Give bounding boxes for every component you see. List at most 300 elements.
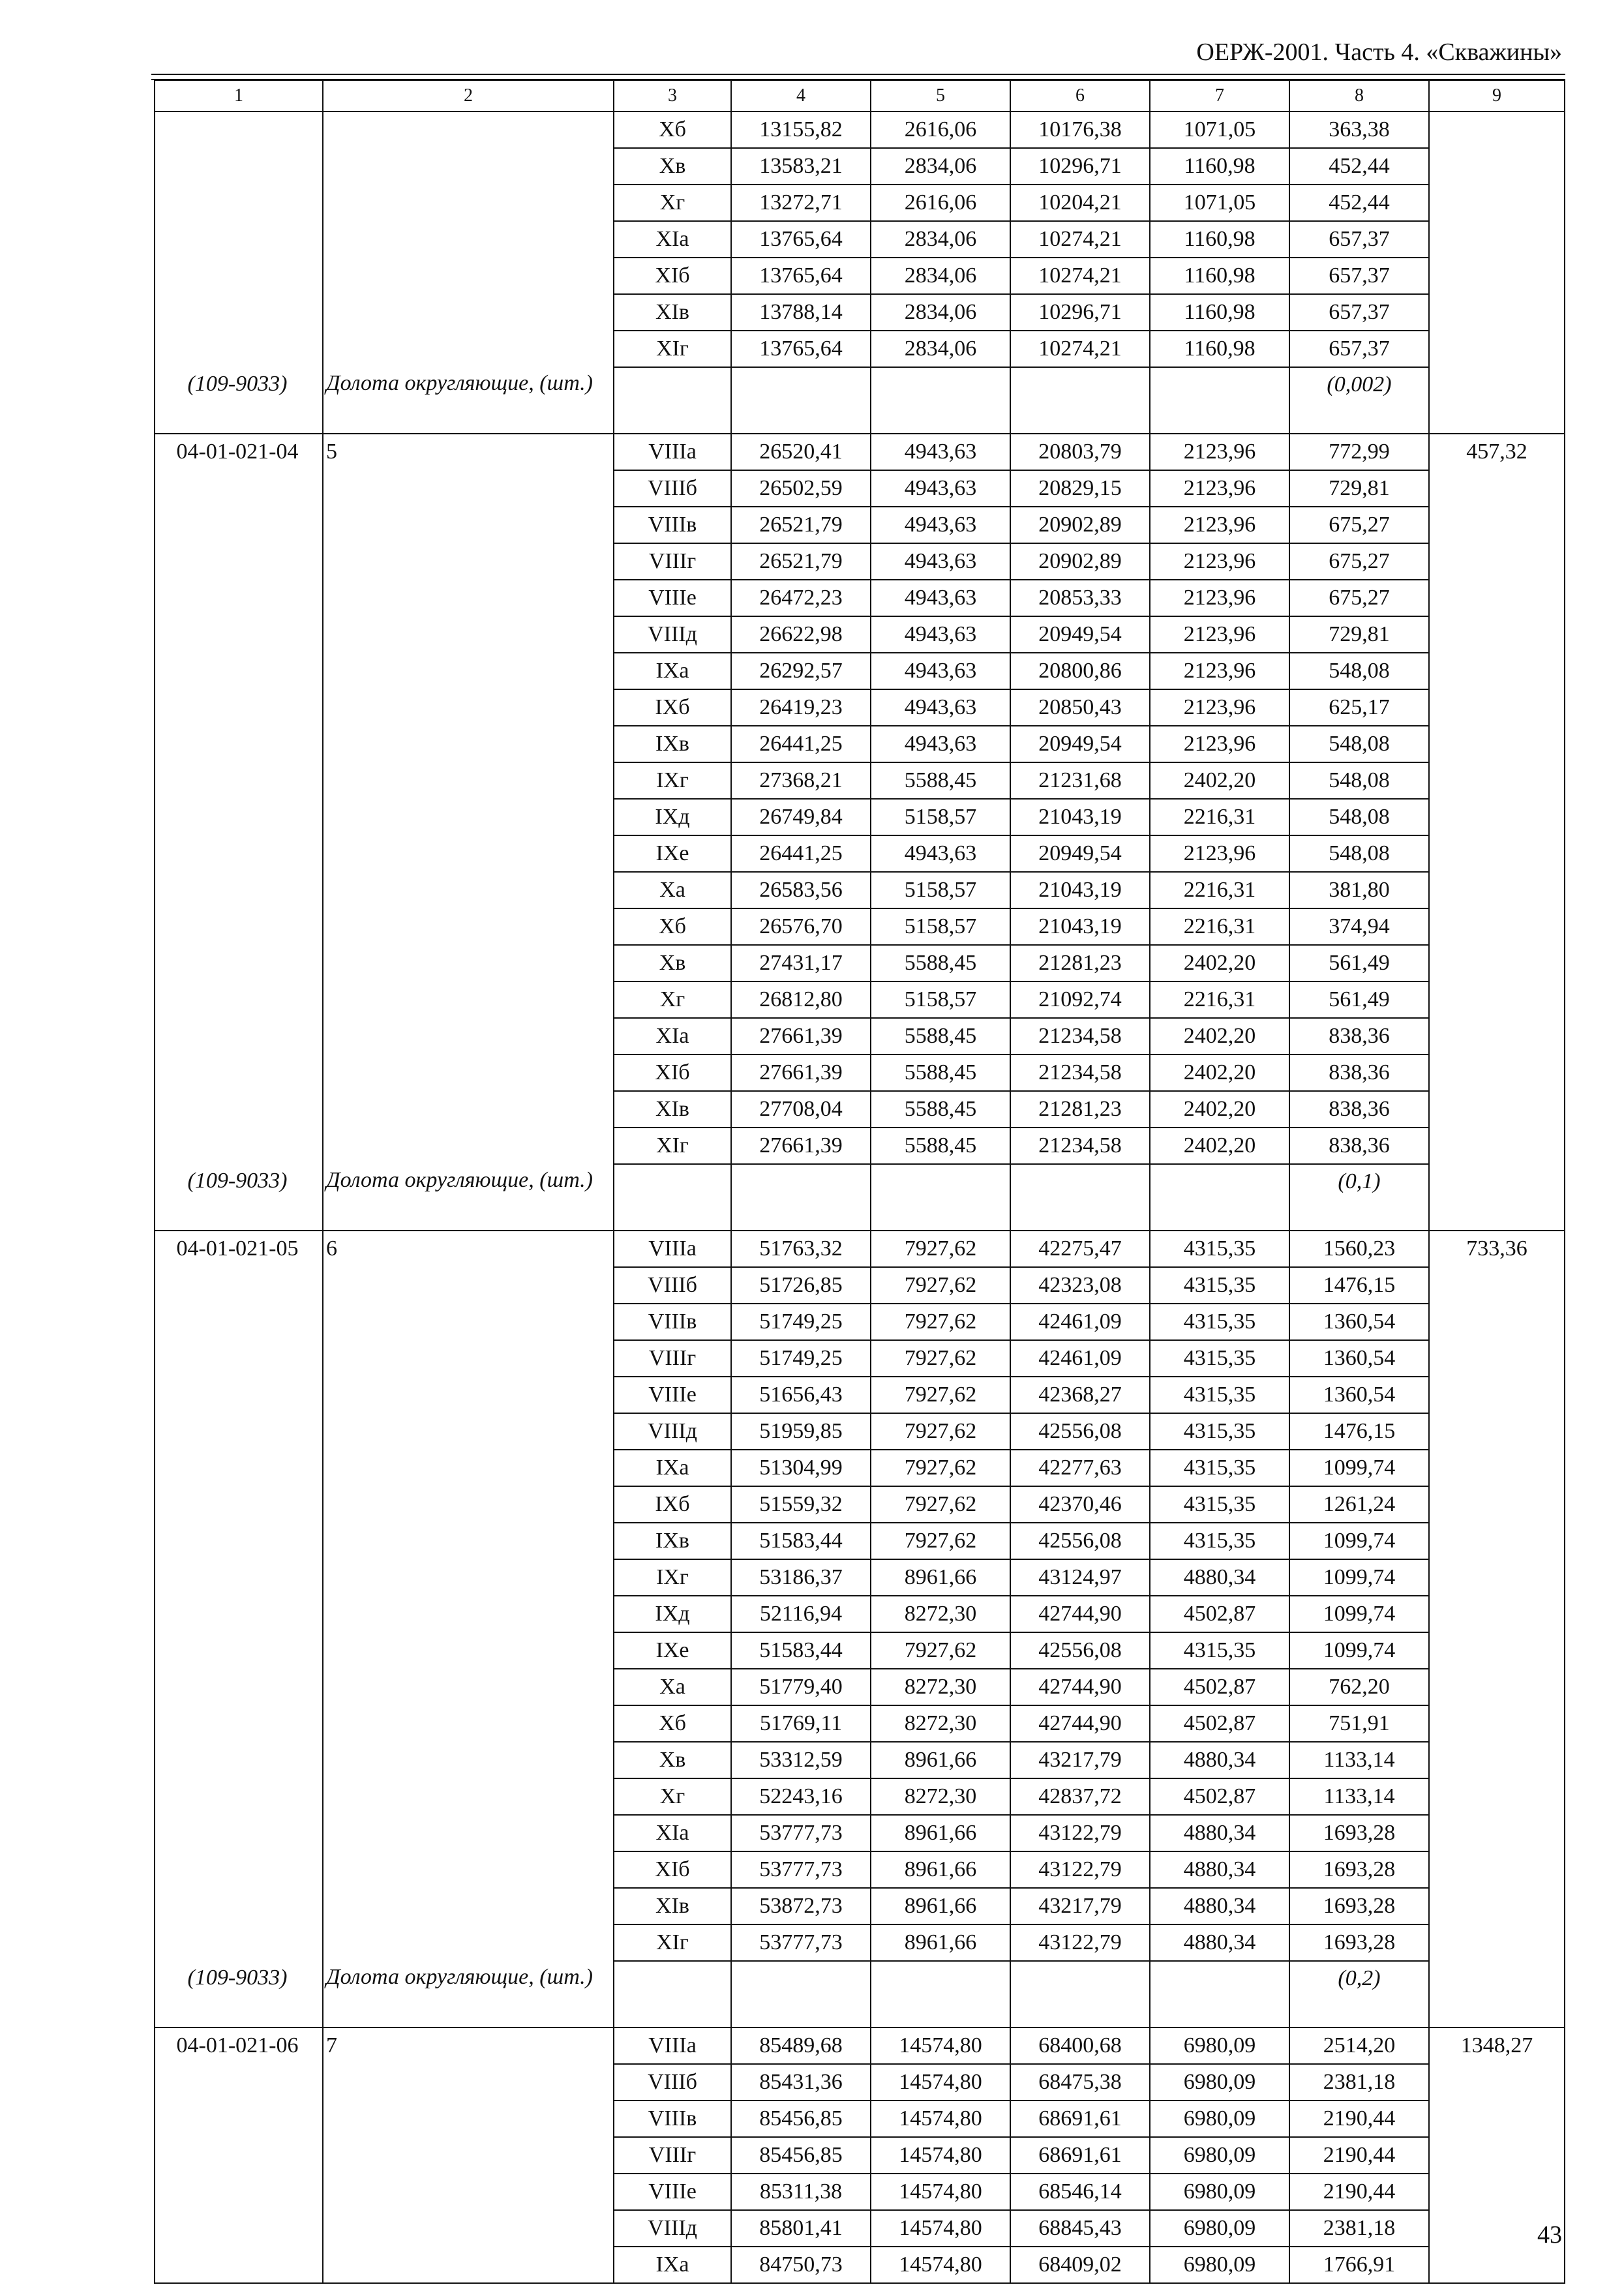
cell-col-8: 1560,23 bbox=[1289, 1231, 1429, 1267]
row-name bbox=[323, 762, 614, 799]
material-item-row bbox=[155, 1164, 1565, 1231]
cell-col-6: 42461,09 bbox=[1010, 1304, 1150, 1340]
cell-col-5: 2834,06 bbox=[871, 221, 1010, 258]
cell-col-8: 1099,74 bbox=[1289, 1450, 1429, 1486]
empty-cell bbox=[614, 1164, 731, 1231]
cell-col-8: 1476,15 bbox=[1289, 1267, 1429, 1304]
cell-col-3: XIа bbox=[614, 221, 731, 258]
cell-col-4: 26441,25 bbox=[731, 835, 871, 872]
row-col9 bbox=[1429, 1304, 1565, 1340]
row-code bbox=[155, 908, 323, 945]
cell-col-8: 657,37 bbox=[1289, 294, 1429, 331]
row-col9 bbox=[1429, 1128, 1565, 1164]
cell-col-3: IXв bbox=[614, 726, 731, 762]
row-col9 bbox=[1429, 945, 1565, 981]
cell-col-3: IXд bbox=[614, 1596, 731, 1632]
row-name bbox=[323, 981, 614, 1018]
column-number: 5 bbox=[871, 80, 1010, 112]
row-name bbox=[323, 2101, 614, 2137]
row-code bbox=[155, 1815, 323, 1851]
cell-col-4: 13583,21 bbox=[731, 148, 871, 185]
row-code bbox=[155, 1669, 323, 1705]
cell-col-7: 1071,05 bbox=[1150, 185, 1289, 221]
table-row bbox=[155, 2064, 1565, 2101]
row-code bbox=[155, 799, 323, 835]
cell-col-4: 84750,73 bbox=[731, 2247, 871, 2283]
cell-col-6: 42744,90 bbox=[1010, 1669, 1150, 1705]
row-col9 bbox=[1429, 1340, 1565, 1377]
table-row bbox=[155, 616, 1565, 653]
row-col9 bbox=[1429, 1815, 1565, 1851]
cell-col-4: 26583,56 bbox=[731, 872, 871, 908]
row-name bbox=[323, 2247, 614, 2283]
row-col9 bbox=[1429, 1596, 1565, 1632]
cell-col-6: 42275,47 bbox=[1010, 1231, 1150, 1267]
cell-col-4: 26441,25 bbox=[731, 726, 871, 762]
cell-col-5: 7927,62 bbox=[871, 1340, 1010, 1377]
cell-col-7: 4315,35 bbox=[1150, 1523, 1289, 1559]
cell-col-6: 21231,68 bbox=[1010, 762, 1150, 799]
cell-col-4: 85311,38 bbox=[731, 2174, 871, 2210]
cell-col-4: 13765,64 bbox=[731, 331, 871, 367]
cell-col-8: 838,36 bbox=[1289, 1018, 1429, 1055]
row-name bbox=[323, 1705, 614, 1742]
cell-col-4: 85489,68 bbox=[731, 2027, 871, 2064]
cell-col-5: 4943,63 bbox=[871, 580, 1010, 616]
table-row bbox=[155, 1815, 1565, 1851]
table-row bbox=[155, 1778, 1565, 1815]
table-row bbox=[155, 148, 1565, 185]
cell-col-5: 5588,45 bbox=[871, 1055, 1010, 1091]
cell-col-3: XIг bbox=[614, 1924, 731, 1961]
cell-col-3: VIIIб bbox=[614, 1267, 731, 1304]
cell-col-5: 2616,06 bbox=[871, 185, 1010, 221]
cell-col-5: 8272,30 bbox=[871, 1778, 1010, 1815]
cell-col-7: 2123,96 bbox=[1150, 616, 1289, 653]
cell-col-6: 42370,46 bbox=[1010, 1486, 1150, 1523]
cell-col-4: 26622,98 bbox=[731, 616, 871, 653]
table-row bbox=[155, 945, 1565, 981]
row-col9 bbox=[1429, 1851, 1565, 1888]
row-col9 bbox=[1429, 1164, 1565, 1231]
cell-col-5: 8961,66 bbox=[871, 1851, 1010, 1888]
row-col9 bbox=[1429, 2064, 1565, 2101]
row-col9 bbox=[1429, 1559, 1565, 1596]
cell-col-6: 20949,54 bbox=[1010, 726, 1150, 762]
cell-col-5: 2834,06 bbox=[871, 294, 1010, 331]
cell-col-4: 13765,64 bbox=[731, 221, 871, 258]
cell-col-5: 4943,63 bbox=[871, 653, 1010, 689]
table-row bbox=[155, 1231, 1565, 1267]
row-name bbox=[323, 1128, 614, 1164]
table-row bbox=[155, 294, 1565, 331]
material-item-row bbox=[155, 1961, 1565, 2027]
row-code bbox=[155, 1742, 323, 1778]
cell-col-3: VIIIд bbox=[614, 2210, 731, 2247]
cell-col-4: 26521,79 bbox=[731, 543, 871, 580]
cell-col-3: IXб bbox=[614, 689, 731, 726]
empty-cell bbox=[1150, 367, 1289, 434]
table-row bbox=[155, 1596, 1565, 1632]
cell-col-3: VIIIг bbox=[614, 1340, 731, 1377]
cell-col-8: 729,81 bbox=[1289, 616, 1429, 653]
cell-col-6: 68475,38 bbox=[1010, 2064, 1150, 2101]
cell-col-3: VIIIе bbox=[614, 1377, 731, 1413]
cell-col-8: 2190,44 bbox=[1289, 2174, 1429, 2210]
row-code bbox=[155, 2137, 323, 2174]
cell-col-7: 4880,34 bbox=[1150, 1888, 1289, 1924]
cell-col-6: 68546,14 bbox=[1010, 2174, 1150, 2210]
cell-col-6: 21281,23 bbox=[1010, 1091, 1150, 1128]
row-col9 bbox=[1429, 1091, 1565, 1128]
cell-col-8: 675,27 bbox=[1289, 580, 1429, 616]
row-code: 04-01-021-06 bbox=[155, 2027, 323, 2064]
row-col9 bbox=[1429, 1450, 1565, 1486]
cell-col-6: 43122,79 bbox=[1010, 1851, 1150, 1888]
table-row bbox=[155, 2210, 1565, 2247]
table-row bbox=[155, 908, 1565, 945]
row-code bbox=[155, 221, 323, 258]
table-row bbox=[155, 2137, 1565, 2174]
empty-cell bbox=[1010, 1164, 1150, 1231]
cell-col-3: VIIIв bbox=[614, 2101, 731, 2137]
cell-col-8: 675,27 bbox=[1289, 507, 1429, 543]
table-row bbox=[155, 689, 1565, 726]
cell-col-6: 43122,79 bbox=[1010, 1815, 1150, 1851]
table-row bbox=[155, 1523, 1565, 1559]
cell-col-4: 52243,16 bbox=[731, 1778, 871, 1815]
row-name bbox=[323, 1267, 614, 1304]
row-col9 bbox=[1429, 543, 1565, 580]
cell-col-6: 20803,79 bbox=[1010, 434, 1150, 470]
row-name bbox=[323, 543, 614, 580]
cell-col-5: 5588,45 bbox=[871, 1128, 1010, 1164]
cell-col-6: 20829,15 bbox=[1010, 470, 1150, 507]
cell-col-6: 10274,21 bbox=[1010, 221, 1150, 258]
column-number: 7 bbox=[1150, 80, 1289, 112]
row-col9 bbox=[1429, 1486, 1565, 1523]
row-col9 bbox=[1429, 1055, 1565, 1091]
row-code bbox=[155, 2101, 323, 2137]
row-col9 bbox=[1429, 653, 1565, 689]
cell-col-3: Xг bbox=[614, 981, 731, 1018]
cell-col-6: 10296,71 bbox=[1010, 294, 1150, 331]
cell-col-4: 26292,57 bbox=[731, 653, 871, 689]
cell-col-3: XIа bbox=[614, 1018, 731, 1055]
cell-col-5: 8961,66 bbox=[871, 1888, 1010, 1924]
row-code bbox=[155, 1018, 323, 1055]
empty-cell bbox=[614, 1961, 731, 2027]
cell-col-6: 20902,89 bbox=[1010, 507, 1150, 543]
cell-col-7: 2123,96 bbox=[1150, 653, 1289, 689]
cell-col-4: 27431,17 bbox=[731, 945, 871, 981]
cell-col-3: IXг bbox=[614, 762, 731, 799]
cell-col-5: 7927,62 bbox=[871, 1450, 1010, 1486]
cell-col-7: 1160,98 bbox=[1150, 258, 1289, 294]
row-code bbox=[155, 1340, 323, 1377]
cell-col-7: 4502,87 bbox=[1150, 1778, 1289, 1815]
row-col9 bbox=[1429, 872, 1565, 908]
cell-col-3: IXа bbox=[614, 2247, 731, 2283]
cell-col-5: 2834,06 bbox=[871, 258, 1010, 294]
cell-col-8: 452,44 bbox=[1289, 148, 1429, 185]
table-row bbox=[155, 653, 1565, 689]
cell-col-6: 21092,74 bbox=[1010, 981, 1150, 1018]
row-name bbox=[323, 148, 614, 185]
cell-col-8: 452,44 bbox=[1289, 185, 1429, 221]
cell-col-6: 10176,38 bbox=[1010, 112, 1150, 148]
cell-col-3: VIIIа bbox=[614, 2027, 731, 2064]
row-col9 bbox=[1429, 616, 1565, 653]
cell-col-7: 4315,35 bbox=[1150, 1413, 1289, 1450]
cell-col-6: 10274,21 bbox=[1010, 258, 1150, 294]
row-name bbox=[323, 835, 614, 872]
row-col9 bbox=[1429, 1377, 1565, 1413]
cell-col-3: Xб bbox=[614, 908, 731, 945]
row-name bbox=[323, 1924, 614, 1961]
cell-col-8: 2514,20 bbox=[1289, 2027, 1429, 2064]
cell-col-7: 4502,87 bbox=[1150, 1669, 1289, 1705]
cell-col-7: 4880,34 bbox=[1150, 1924, 1289, 1961]
row-code bbox=[155, 1632, 323, 1669]
table-row bbox=[155, 543, 1565, 580]
cell-col-7: 4315,35 bbox=[1150, 1377, 1289, 1413]
cell-col-6: 43217,79 bbox=[1010, 1888, 1150, 1924]
page-number: 43 bbox=[1537, 2221, 1562, 2249]
row-name bbox=[323, 185, 614, 221]
column-number: 2 bbox=[323, 80, 614, 112]
cell-col-8: 657,37 bbox=[1289, 258, 1429, 294]
column-number: 1 bbox=[155, 80, 323, 112]
row-name bbox=[323, 294, 614, 331]
cell-col-7: 2402,20 bbox=[1150, 1055, 1289, 1091]
cell-col-8: 548,08 bbox=[1289, 762, 1429, 799]
cell-col-6: 43217,79 bbox=[1010, 1742, 1150, 1778]
cell-col-8: 561,49 bbox=[1289, 981, 1429, 1018]
table-row bbox=[155, 507, 1565, 543]
material-code: (109-9033) bbox=[155, 1164, 323, 1231]
cell-col-6: 42277,63 bbox=[1010, 1450, 1150, 1486]
cell-col-3: XIб bbox=[614, 1851, 731, 1888]
table-row bbox=[155, 1888, 1565, 1924]
cell-col-6: 20850,43 bbox=[1010, 689, 1150, 726]
row-col9 bbox=[1429, 1961, 1565, 2027]
row-code bbox=[155, 1523, 323, 1559]
row-name bbox=[323, 799, 614, 835]
cell-col-4: 26812,80 bbox=[731, 981, 871, 1018]
row-col9 bbox=[1429, 294, 1565, 331]
cell-col-4: 51749,25 bbox=[731, 1340, 871, 1377]
table-row bbox=[155, 1304, 1565, 1340]
row-name bbox=[323, 1888, 614, 1924]
cell-col-6: 20902,89 bbox=[1010, 543, 1150, 580]
material-quantity: (0,1) bbox=[1289, 1164, 1429, 1231]
cell-col-8: 729,81 bbox=[1289, 470, 1429, 507]
column-number: 3 bbox=[614, 80, 731, 112]
cell-col-7: 1160,98 bbox=[1150, 331, 1289, 367]
cell-col-5: 2834,06 bbox=[871, 148, 1010, 185]
row-col9 bbox=[1429, 112, 1565, 148]
row-code bbox=[155, 653, 323, 689]
row-code bbox=[155, 2064, 323, 2101]
row-col9 bbox=[1429, 726, 1565, 762]
cell-col-7: 2123,96 bbox=[1150, 507, 1289, 543]
table-row bbox=[155, 872, 1565, 908]
table-row bbox=[155, 221, 1565, 258]
table-row bbox=[155, 1413, 1565, 1450]
cell-col-5: 4943,63 bbox=[871, 689, 1010, 726]
cell-col-4: 26520,41 bbox=[731, 434, 871, 470]
row-code bbox=[155, 762, 323, 799]
cell-col-3: XIа bbox=[614, 1815, 731, 1851]
row-col9: 457,32 bbox=[1429, 434, 1565, 470]
cell-col-6: 42461,09 bbox=[1010, 1340, 1150, 1377]
cell-col-6: 43124,97 bbox=[1010, 1559, 1150, 1596]
table-row bbox=[155, 1669, 1565, 1705]
cell-col-4: 26472,23 bbox=[731, 580, 871, 616]
row-name bbox=[323, 872, 614, 908]
table-row bbox=[155, 470, 1565, 507]
cell-col-8: 1693,28 bbox=[1289, 1924, 1429, 1961]
cell-col-5: 8272,30 bbox=[871, 1705, 1010, 1742]
cell-col-7: 2402,20 bbox=[1150, 762, 1289, 799]
row-name bbox=[323, 945, 614, 981]
cell-col-6: 21043,19 bbox=[1010, 908, 1150, 945]
cell-col-7: 2123,96 bbox=[1150, 434, 1289, 470]
row-code bbox=[155, 258, 323, 294]
cell-col-8: 548,08 bbox=[1289, 726, 1429, 762]
cell-col-5: 4943,63 bbox=[871, 507, 1010, 543]
cell-col-4: 51559,32 bbox=[731, 1486, 871, 1523]
row-col9 bbox=[1429, 1924, 1565, 1961]
cell-col-5: 7927,62 bbox=[871, 1377, 1010, 1413]
row-col9 bbox=[1429, 2174, 1565, 2210]
cell-col-8: 657,37 bbox=[1289, 331, 1429, 367]
cell-col-5: 14574,80 bbox=[871, 2247, 1010, 2283]
cell-col-4: 85456,85 bbox=[731, 2101, 871, 2137]
cell-col-8: 1133,14 bbox=[1289, 1778, 1429, 1815]
table-row bbox=[155, 2174, 1565, 2210]
table-row bbox=[155, 1018, 1565, 1055]
row-col9 bbox=[1429, 1632, 1565, 1669]
cell-col-7: 6980,09 bbox=[1150, 2101, 1289, 2137]
table-row bbox=[155, 2027, 1565, 2064]
cell-col-3: VIIIд bbox=[614, 616, 731, 653]
cell-col-4: 51583,44 bbox=[731, 1632, 871, 1669]
material-code: (109-9033) bbox=[155, 367, 323, 434]
row-name bbox=[323, 1523, 614, 1559]
row-name bbox=[323, 616, 614, 653]
cell-col-4: 26521,79 bbox=[731, 507, 871, 543]
table-row bbox=[155, 1128, 1565, 1164]
cell-col-4: 13272,71 bbox=[731, 185, 871, 221]
cell-col-7: 2123,96 bbox=[1150, 543, 1289, 580]
table-row bbox=[155, 580, 1565, 616]
cell-col-4: 27661,39 bbox=[731, 1055, 871, 1091]
cell-col-8: 1360,54 bbox=[1289, 1340, 1429, 1377]
cell-col-6: 10296,71 bbox=[1010, 148, 1150, 185]
row-name bbox=[323, 1018, 614, 1055]
cell-col-5: 8961,66 bbox=[871, 1815, 1010, 1851]
cell-col-7: 2402,20 bbox=[1150, 1091, 1289, 1128]
row-name bbox=[323, 258, 614, 294]
cell-col-8: 751,91 bbox=[1289, 1705, 1429, 1742]
column-number: 8 bbox=[1289, 80, 1429, 112]
material-quantity: (0,002) bbox=[1289, 367, 1429, 434]
row-name bbox=[323, 1340, 614, 1377]
cell-col-4: 51959,85 bbox=[731, 1413, 871, 1450]
row-col9 bbox=[1429, 1669, 1565, 1705]
cell-col-7: 2402,20 bbox=[1150, 1018, 1289, 1055]
row-name: 5 bbox=[323, 434, 614, 470]
cell-col-6: 21234,58 bbox=[1010, 1128, 1150, 1164]
cell-col-6: 42744,90 bbox=[1010, 1705, 1150, 1742]
row-code bbox=[155, 543, 323, 580]
cell-col-6: 21043,19 bbox=[1010, 872, 1150, 908]
cell-col-5: 8272,30 bbox=[871, 1596, 1010, 1632]
empty-cell bbox=[614, 367, 731, 434]
cell-col-4: 26749,84 bbox=[731, 799, 871, 835]
cell-col-3: VIIIа bbox=[614, 434, 731, 470]
cell-col-8: 2381,18 bbox=[1289, 2064, 1429, 2101]
cell-col-3: VIIIв bbox=[614, 1304, 731, 1340]
cell-col-6: 68409,02 bbox=[1010, 2247, 1150, 2283]
cell-col-5: 14574,80 bbox=[871, 2174, 1010, 2210]
row-code bbox=[155, 981, 323, 1018]
empty-cell bbox=[871, 367, 1010, 434]
row-code bbox=[155, 331, 323, 367]
table-row bbox=[155, 1377, 1565, 1413]
cell-col-3: Xб bbox=[614, 1705, 731, 1742]
cell-col-8: 2381,18 bbox=[1289, 2210, 1429, 2247]
row-col9 bbox=[1429, 507, 1565, 543]
row-name bbox=[323, 726, 614, 762]
table-row bbox=[155, 1091, 1565, 1128]
cell-col-3: Xв bbox=[614, 148, 731, 185]
row-name bbox=[323, 2174, 614, 2210]
row-code bbox=[155, 1267, 323, 1304]
row-name bbox=[323, 908, 614, 945]
cell-col-6: 21234,58 bbox=[1010, 1018, 1150, 1055]
cell-col-7: 2216,31 bbox=[1150, 872, 1289, 908]
cell-col-6: 10274,21 bbox=[1010, 331, 1150, 367]
row-code bbox=[155, 580, 323, 616]
cell-col-7: 6980,09 bbox=[1150, 2137, 1289, 2174]
cell-col-4: 51656,43 bbox=[731, 1377, 871, 1413]
cell-col-4: 13788,14 bbox=[731, 294, 871, 331]
empty-cell bbox=[731, 1164, 871, 1231]
cell-col-4: 52116,94 bbox=[731, 1596, 871, 1632]
cell-col-6: 42368,27 bbox=[1010, 1377, 1150, 1413]
row-name bbox=[323, 507, 614, 543]
row-code bbox=[155, 1486, 323, 1523]
cell-col-6: 20853,33 bbox=[1010, 580, 1150, 616]
row-name bbox=[323, 1486, 614, 1523]
row-col9: 733,36 bbox=[1429, 1231, 1565, 1267]
material-quantity: (0,2) bbox=[1289, 1961, 1429, 2027]
table-row bbox=[155, 331, 1565, 367]
material-name: Долота округляющие, (шт.) bbox=[323, 1164, 614, 1231]
row-name bbox=[323, 331, 614, 367]
table-row bbox=[155, 1340, 1565, 1377]
cell-col-8: 657,37 bbox=[1289, 221, 1429, 258]
cell-col-7: 1071,05 bbox=[1150, 112, 1289, 148]
row-name bbox=[323, 470, 614, 507]
table-row bbox=[155, 258, 1565, 294]
row-name bbox=[323, 1815, 614, 1851]
row-code bbox=[155, 1559, 323, 1596]
row-col9 bbox=[1429, 221, 1565, 258]
